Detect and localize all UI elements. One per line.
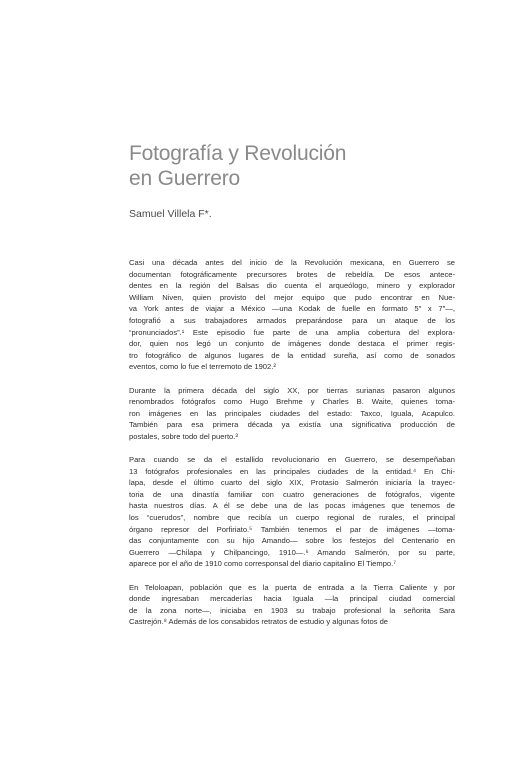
text-line: aparece por el año de 1910 como corresponsal del diario capitalino El Tiempo.⁷ (129, 559, 397, 569)
text-line: Casi una década antes del inicio de la Revolución mexicana, en Guerrero se (129, 258, 455, 267)
text-line: William Niven, quien provisto del mejor equipo que pudo encontrar en Nue- (129, 292, 455, 302)
text-line: órgano represor del Porfiriato.⁵ También tenemos el par de imágenes —toma- (129, 524, 455, 534)
text-line: de la zona norte—, iniciaba en 1903 su trabajo profesional la señorita Sara (129, 605, 455, 615)
text-line: los “cuerudos”, nombre que recibía un cuerpo regional de rurales, el principal (129, 513, 455, 523)
paragraph (129, 582, 455, 628)
text-line: También para esa primera década ya existía una significativa producción de (129, 420, 455, 430)
text-line: Para cuando se da el estallido revolucionario en Guerrero, se desempeñaban (129, 455, 455, 465)
article-title (129, 141, 459, 191)
paragraph (129, 454, 455, 570)
text-line: En Teloloapan, población que es la puerta de entrada a la Tierra Caliente y por (129, 582, 455, 592)
text-line: donde ingresaban mercaderías hacia Iguala —la principal ciudad comercial (129, 594, 455, 604)
paragraph (129, 257, 455, 373)
text-line: fotografió a sus trabajadores armados preparándose para un ataque de los (129, 315, 455, 325)
text-line: das conjuntamente con su hijo Amando— sobre los festejos del Centenario en (129, 536, 455, 546)
author-name: Samuel Villela F*. (129, 208, 212, 220)
paragraph (129, 385, 455, 443)
text-line: dentes en la región del Balsas dio cuenta el arqueólogo, minero y explorador (129, 281, 455, 291)
text-line: dor, quien nos legó un conjunto de imágenes donde destaca el primer regis- (129, 339, 455, 349)
text-line: tro fotográfico de algunos lugares de la entidad sureña, así como de sonados (129, 350, 455, 360)
text-line: postales, sobre todo del puerto.³ (129, 431, 238, 441)
text-line: 13 fotógrafos profesionales en las principales ciudades de la entidad.⁴ En Chi- (129, 466, 455, 476)
text-line: “pronunciados”.¹ Este episodio fue parte de una amplia cobertura del explora- (129, 327, 455, 337)
title-line-2: en Guerrero (129, 167, 241, 190)
text-line: hasta nuestros días. A él se debe una de las pocas imágenes que tenemos de (129, 501, 455, 511)
text-line: toria de una dinastía familiar con cuatro generaciones de fotógrafos, vigente (129, 489, 455, 499)
text-line: va York antes de viajar a México —una Kodak de fuelle en formato 5″ x 7″—, (129, 304, 455, 314)
text-line: eventos, como lo fue el terremoto de 1902.² (129, 362, 276, 372)
text-line: Castrejón.⁸ Además de los consabidos retratos de estudio y algunas fotos de (129, 617, 389, 627)
title-line-1: Fotografía y Revolución (129, 142, 347, 165)
article-body (129, 257, 455, 640)
text-line: renombrados fotógrafos como Hugo Brehme y Charles B. Waite, quienes toma- (129, 397, 455, 407)
text-line: ron imágenes en las principales ciudades del estado: Taxco, Iguala, Acapulco. (129, 408, 455, 418)
text-line: documentan fotográficamente precursores brotes de rebeldía. De esos antece- (129, 269, 455, 279)
text-line: Durante la primera década del siglo XX, por tierras surianas pasaron algunos (129, 385, 455, 395)
text-line: lapa, desde el último cuarto del siglo XIX, Protasio Salmerón iniciaría la trayec- (129, 478, 455, 488)
text-line: Guerrero —Chilapa y Chilpancingo, 1910—.⁶ Amando Salmerón, por su parte, (129, 547, 455, 557)
